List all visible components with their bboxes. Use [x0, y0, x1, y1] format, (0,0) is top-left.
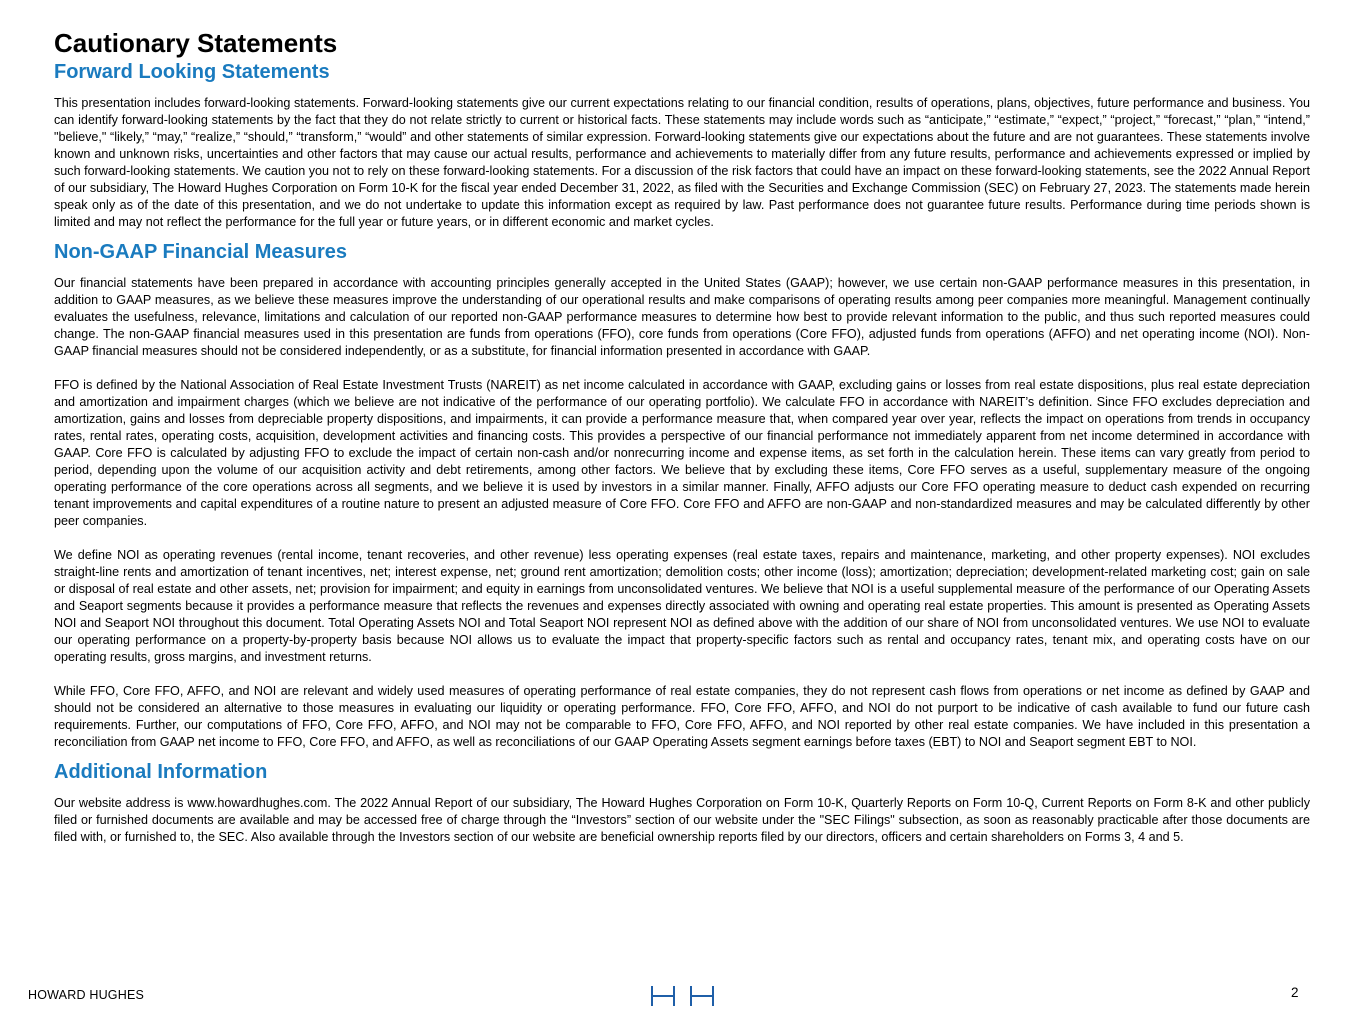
page-number: 2	[1291, 985, 1299, 1000]
non-gaap-heading: Non-GAAP Financial Measures	[54, 241, 348, 263]
footer-company-name: HOWARD HUGHES	[28, 988, 145, 1002]
page-content	[54, 27, 1310, 854]
additional-information-heading: Additional Information	[54, 761, 268, 783]
non-gaap-paragraph-1: Our financial statements have been prepared in accordance with accounting principles generally accepted in the United States (GAAP); however, we use certain non-GAAP performance measures in this presentation, in addition to GAAP measures, as we believe these measures improve the understanding of our operational results and make comparisons of operating results among peer companies more meaningful. Management continually evaluates the usefulness, relevance, limitations and calculation of our reported non-GAAP performance measures to determine how best to provide relevant information to the public, and thus such reported measures could change. The non-GAAP financial measures used in this presentation are funds from operations (FFO), core funds from operations (Core FFO), adjusted funds from operations (AFFO) and net operating income (NOI). Non-GAAP financial measures should not be considered independently, or as a substitute, for financial information presented in accordance with GAAP.	[54, 276, 1310, 358]
forward-looking-heading: Forward Looking Statements	[54, 61, 330, 83]
ffo-definition-paragraph: FFO is defined by the National Association of Real Estate Investment Trusts (NAREIT) as net income calculated in accordance with GAAP, excluding gains or losses from real estate dispositions, plus real estate depreciation and amortization and impairment charges (which we believe are not indicative of the performance of our operating portfolio). We calculate FFO in accordance with NAREIT’s definition. Since FFO excludes depreciation and amortization, gains and losses from depreciable property dispositions, and impairments, it can provide a performance measure that, when compared year over year, reflects the impact on operations from trends in occupancy rates, rental rates, operating costs, acquisition, development activities and financing costs. This provides a perspective of our financial performance not immediately apparent from net income determined in accordance with GAAP. Core FFO is calculated by adjusting FFO to exclude the impact of certain non-cash and/or nonrecurring income and expense items, as set forth in the calculation herein. These items can vary greatly from period to period, depending upon the volume of our acquisition activity and debt retirements, among other factors. We believe that by excluding these items, Core FFO serves as a useful, supplementary measure of the ongoing operating performance of the core operations across all segments, and we believe it is used by investors in a similar manner. Finally, AFFO adjusts our Core FFO operating measure to deduct cash expended on recurring tenant improvements and capital expenditures of a routine nature to present an adjusted measure of Core FFO. Core FFO and AFFO are non-GAAP and non-standardized measures and may be calculated differently by other peer companies.	[54, 378, 1310, 528]
additional-information-paragraph: Our website address is www.howardhughes.com. The 2022 Annual Report of our subsidiary, The Howard Hughes Corporation on Form 10-K, Quarterly Reports on Form 10-Q, Current Reports on Form 8-K and other publicly filed or furnished documents are available and may be accessed free of charge through the “Investors” section of our website under the "SEC Filings" subsection, as soon as reasonably practicable after those documents are filed with, or furnished to, the SEC. Also available through the Investors section of our website are beneficial ownership reports filed by our directors, officers and certain shareholders on Forms 3, 4 and 5.	[54, 796, 1310, 844]
page-title: Cautionary Statements	[54, 28, 338, 58]
forward-looking-paragraph: This presentation includes forward-looking statements. Forward-looking statements give our current expectations relating to our financial condition, results of operations, plans, objectives, future performance and business. You can identify forward-looking statements by the fact that they do not relate strictly to current or historical facts. These statements may include words such as “anticipate,” “estimate,” “expect,” “project,” “forecast,” “plan,” “intend,” "believe," “likely,” “may,” “realize,” “should,” “transform,” “would” and other statements of similar expression. Forward-looking statements give our expectations about the future and are not guarantees. These statements involve known and unknown risks, uncertainties and other factors that may cause our actual results, performance and achievements to materially differ from any future results, performance and achievements expressed or implied by such forward-looking statements. We caution you not to rely on these forward-looking statements. For a discussion of the risk factors that could have an impact on these forward-looking statements, see the 2022 Annual Report of our subsidiary, The Howard Hughes Corporation on Form 10-K for the fiscal year ended December 31, 2022, as filed with the Securities and Exchange Commission (SEC) on February 27, 2023. The statements made herein speak only as of the date of this presentation, and we do not undertake to update this information except as required by law. Past performance does not guarantee future results. Performance during time periods shown is limited and may not reflect the performance for the full year or future years, or in different economic and market cycles.	[54, 96, 1310, 229]
howard-hughes-logo-icon	[650, 985, 716, 1007]
noi-definition-paragraph: We define NOI as operating revenues (rental income, tenant recoveries, and other revenue) less operating expenses (real estate taxes, repairs and maintenance, marketing, and other property expenses). NOI excludes straight-line rents and amortization of tenant incentives, net; interest expense, net; ground rent amortization; demolition costs; other income (loss); amortization; depreciation; development-related marketing cost; gain on sale or disposal of real estate and other assets, net; provision for impairment; and equity in earnings from unconsolidated ventures. We believe that NOI is a useful supplemental measure of the performance of our Operating Assets and Seaport segments because it provides a performance measure that reflects the revenues and expenses directly associated with owning and operating real estate properties. This amount is presented as Operating Assets NOI and Seaport NOI throughout this document. Total Operating Assets NOI and Total Seaport NOI represent NOI as defined above with the addition of our share of NOI from unconsolidated ventures. We use NOI to evaluate our operating performance on a property-by-property basis because NOI allows us to evaluate the impact that property-specific factors such as rental and occupancy rates, tenant mix, and operating costs have on our operating results, gross margins, and investment returns.	[54, 548, 1310, 664]
non-gaap-limitations-paragraph: While FFO, Core FFO, AFFO, and NOI are relevant and widely used measures of operating performance of real estate companies, they do not represent cash flows from operations or net income as defined by GAAP and should not be considered an alternative to those measures in evaluating our liquidity or operating performance. FFO, Core FFO, AFFO, and NOI do not purport to be indicative of cash available to fund our future cash requirements. Further, our computations of FFO, Core FFO, AFFO, and NOI may not be comparable to FFO, Core FFO, AFFO, and NOI reported by other real estate companies. We have included in this presentation a reconciliation from GAAP net income to FFO, Core FFO, and AFFO, as well as reconciliations of our GAAP Operating Assets segment earnings before taxes (EBT) to NOI and Seaport segment EBT to NOI.	[54, 684, 1310, 749]
